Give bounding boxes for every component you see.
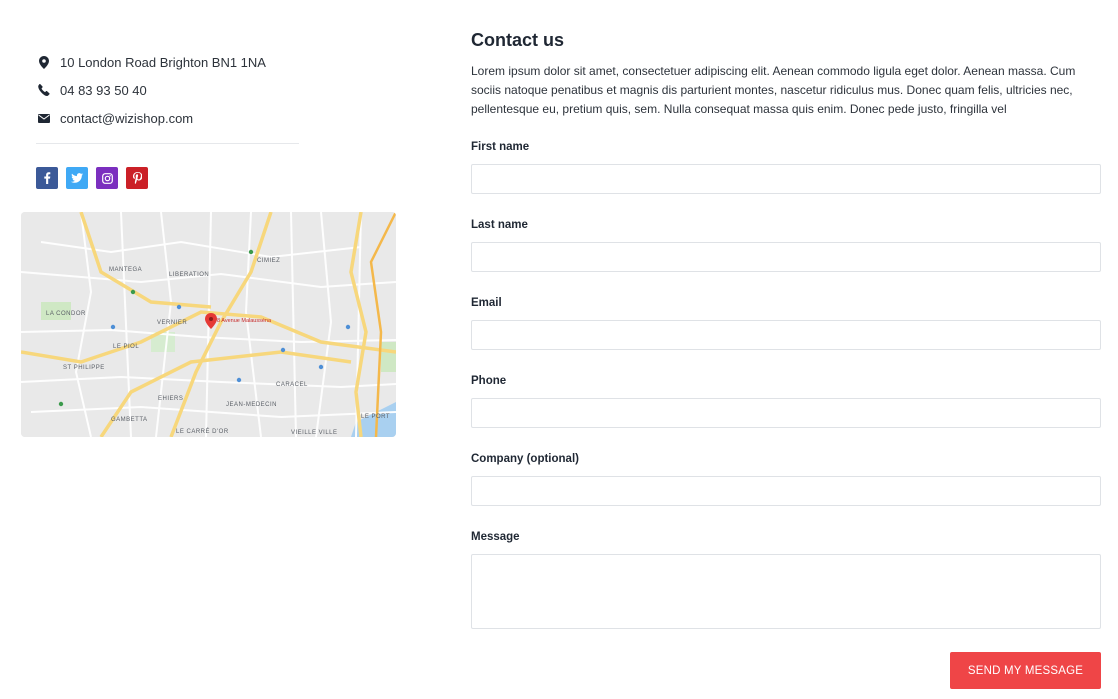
map-label: EHIERS xyxy=(158,396,184,402)
email-label: Email xyxy=(471,297,502,309)
last-name-input[interactable] xyxy=(471,242,1101,272)
map-label: JEAN-MEDECIN xyxy=(226,402,278,408)
address-text: 10 London Road Brighton BN1 1NA xyxy=(60,54,266,70)
twitter-icon xyxy=(71,173,83,183)
divider xyxy=(36,143,299,144)
map-label: LA CONDOR xyxy=(46,311,86,317)
contact-info xyxy=(38,48,300,132)
email-text[interactable]: contact@wizishop.com xyxy=(60,110,194,126)
phone-row xyxy=(38,76,300,104)
map-label: CIMIEZ xyxy=(257,258,281,264)
map-label: LIBERATION xyxy=(169,272,210,278)
message-group xyxy=(471,530,1101,634)
address-row xyxy=(38,48,300,76)
email-row xyxy=(38,104,300,132)
message-label: Message xyxy=(471,531,520,543)
first-name-label: First name xyxy=(471,141,530,153)
contact-form-header xyxy=(471,28,1101,119)
map-label: VERNIER xyxy=(157,320,188,326)
last-name-group xyxy=(471,218,1101,272)
facebook-button[interactable] xyxy=(36,167,58,189)
map-pin-icon xyxy=(38,55,50,69)
envelope-icon xyxy=(38,111,50,125)
map-label: ST PHILIPPE xyxy=(63,365,105,371)
instagram-button[interactable] xyxy=(96,167,118,189)
first-name-input[interactable] xyxy=(471,164,1101,194)
instagram-icon xyxy=(102,173,113,184)
twitter-button[interactable] xyxy=(66,167,88,189)
email-input[interactable] xyxy=(471,320,1101,350)
pinterest-icon xyxy=(133,172,142,184)
company-group xyxy=(471,452,1101,506)
intro-text: Lorem ipsum dolor sit amet, consectetuer adipiscing elit. Aenean commodo ligula eget dolor. Aenean massa. Cum sociis natoque penatibus et magnis dis parturient montes, nascetur ridiculus mus. Donec quam felis, ultricies nec, pellentesque eu, pretium quis, sem. Nulla consequat massa quis enim. Donec pede justo, fringilla vel xyxy=(471,64,1076,116)
map-label: CARACEL xyxy=(276,382,308,388)
social-links xyxy=(36,167,148,189)
company-label: Company (optional) xyxy=(471,453,579,465)
phone-text[interactable]: 04 83 93 50 40 xyxy=(60,82,147,98)
map-marker-label: 8 Avenue Malausséna xyxy=(217,318,272,324)
location-map[interactable] xyxy=(21,212,396,437)
send-message-button[interactable]: SEND MY MESSAGE xyxy=(950,652,1101,689)
email-group xyxy=(471,296,1101,350)
page-title: Contact us xyxy=(471,30,565,50)
facebook-icon xyxy=(43,172,51,184)
phone-input[interactable] xyxy=(471,398,1101,428)
phone-icon xyxy=(38,83,50,97)
map-label: LE CARRÉ D'OR xyxy=(176,429,229,435)
map-label: MANTEGA xyxy=(109,267,143,273)
last-name-label: Last name xyxy=(471,219,528,231)
pinterest-button[interactable] xyxy=(126,167,148,189)
company-input[interactable] xyxy=(471,476,1101,506)
map-label: VIEILLE VILLE xyxy=(291,430,338,436)
first-name-group xyxy=(471,140,1101,194)
map-label: LE PIOL xyxy=(113,344,140,350)
map-label: LE PORT xyxy=(361,414,391,420)
map-label: GAMBETTA xyxy=(111,417,148,423)
phone-group xyxy=(471,374,1101,428)
phone-label: Phone xyxy=(471,375,507,387)
message-textarea[interactable] xyxy=(471,554,1101,629)
